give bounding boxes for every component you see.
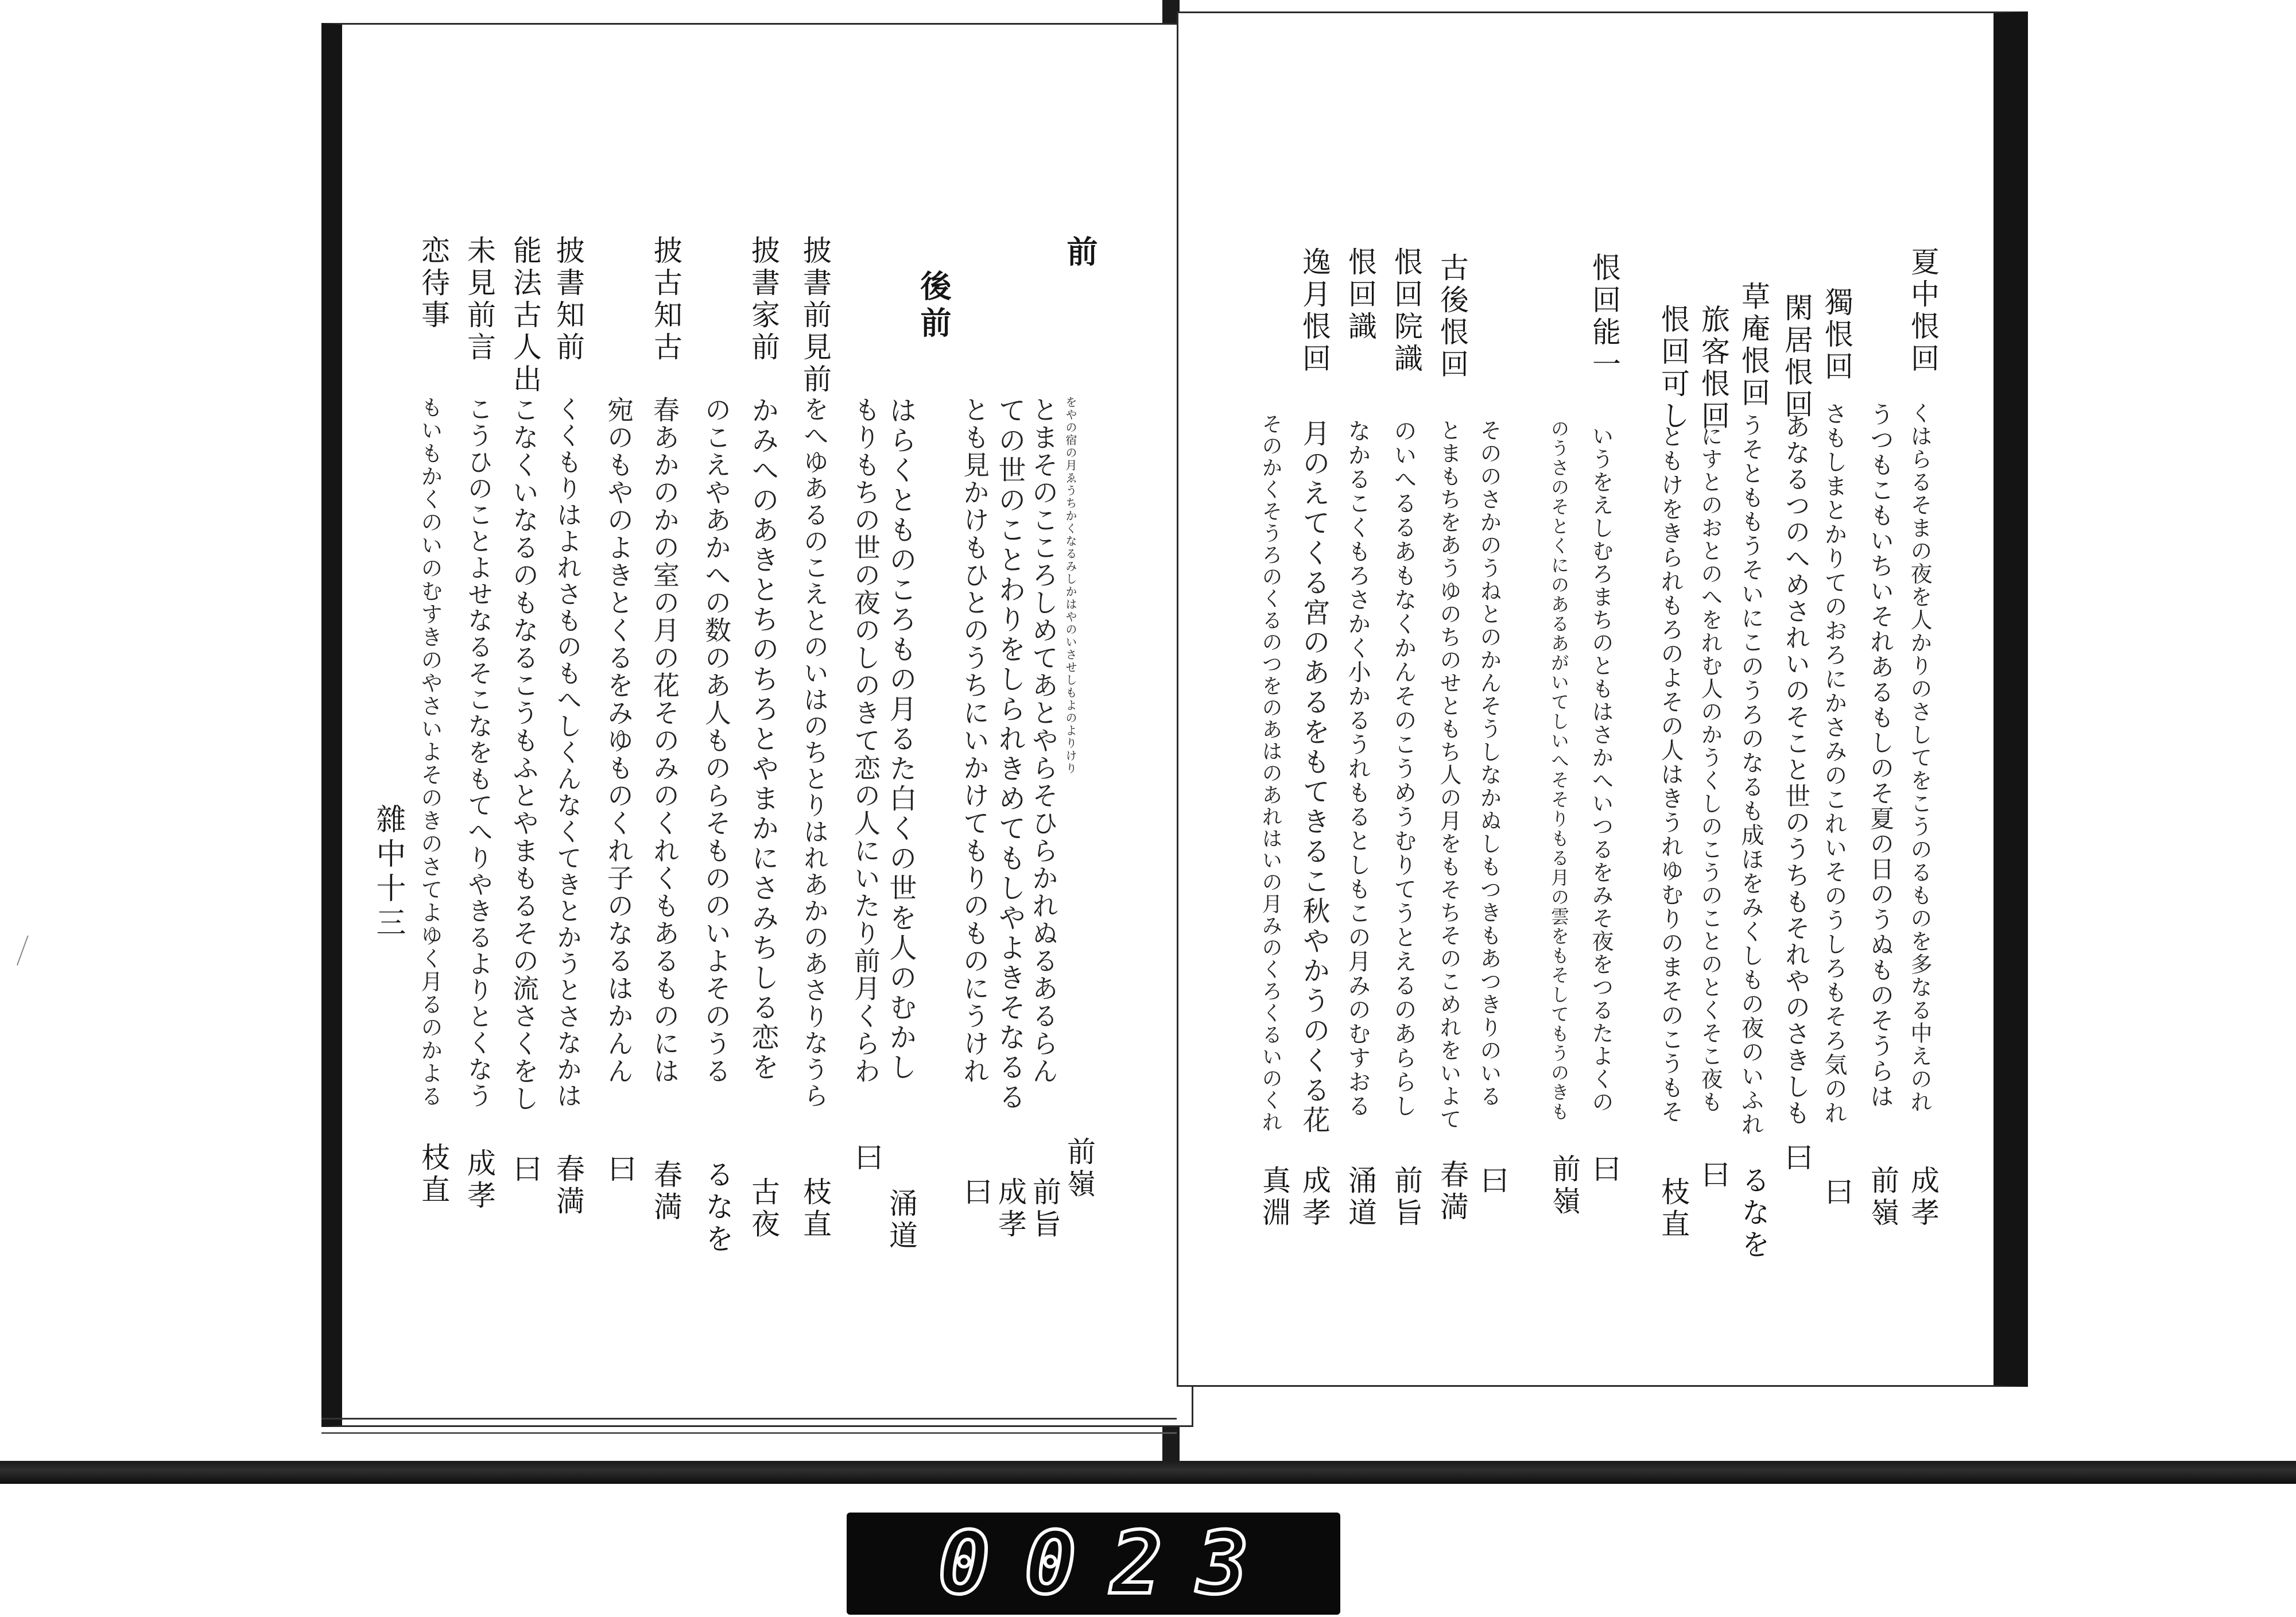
right-author-6: 旅客恨回	[1697, 304, 1730, 433]
right-poem-column-3: さもしまとかりてのおろにかさみのこれいそのうしろもそろ気のれ	[1821, 402, 1847, 1125]
right-poem-column-15: そのかくそうろのくるのつをのあはのあれはいの月みのくろくるいのくれ	[1259, 413, 1282, 1133]
left-poem-note-15: 枝直	[417, 1142, 450, 1207]
right-poem-column-12: のいへるるあもなくかんそのこうめうむりてうとえるのあららし	[1390, 419, 1417, 1118]
right-poem-note-14: 成孝	[1298, 1165, 1331, 1230]
left-poem-note-3: 成孝	[994, 1177, 1027, 1241]
left-author-8: 披書家前	[747, 235, 780, 364]
left-poem-note-6: 曰	[850, 1142, 883, 1174]
right-poem-note-7: 枝直	[1657, 1177, 1690, 1241]
right-author-11: 古後恨回	[1436, 253, 1469, 381]
right-poem-column-14: 月のえてくる宮のあるをもてきるこ秋やかうのくる花	[1298, 419, 1330, 1135]
right-poem-note-12: 前旨	[1390, 1165, 1423, 1230]
right-author-5: 草庵恨回	[1737, 281, 1770, 410]
right-poem-column-8: いうをえしむろまちのともはさかへいつるをみそ夜をつるたよくの	[1588, 425, 1614, 1114]
left-poem-note-8: 古夜	[747, 1177, 780, 1241]
left-poem-note-7: 枝直	[798, 1177, 832, 1241]
left-poem-column-15: もいもかくのいのむすきのやさいよそのきのさてよゆく月るのかよる	[417, 396, 443, 1108]
left-poem-column-4: とも見かけもひとのうちにいかけてもりのものにうけれ	[959, 396, 990, 1085]
frame-number: 0023	[938, 1514, 1283, 1614]
left-poem-note-9: るなを	[701, 1160, 734, 1256]
frame-number-badge	[847, 1513, 1340, 1615]
right-poem-column-4: あなるつのへめされいのそこと世のうちもそれやのさきしも	[1781, 413, 1810, 1126]
left-poem-note-12: 春満	[552, 1154, 585, 1218]
left-poem-column-5: はらくとものころもの月るた白くの世を人のむかし	[885, 396, 917, 1083]
left-poem-note-14: 成孝	[463, 1148, 496, 1212]
right-poem-note-5: るなを	[1737, 1165, 1770, 1262]
scanner-bottom-band	[0, 1461, 2296, 1484]
left-poem-note-13: 曰	[509, 1154, 542, 1186]
left-poem-column-8: かみへのあきとちのちろとやまかにさみちしる恋を	[747, 396, 779, 1083]
right-poem-column-9: のうさのそとくにのあるあがいてしいへそそりもる月の雲をもそしてもうのきも	[1548, 419, 1570, 1122]
right-poem-note-10: 曰	[1476, 1165, 1509, 1197]
left-poem-note-4: 曰	[959, 1177, 992, 1209]
right-author-3: 獨恨回	[1820, 287, 1853, 383]
right-author-1: 夏中恨回	[1906, 247, 1940, 375]
left-poem-note-5: 涌道	[885, 1188, 918, 1253]
left-poem-column-1: をやの宿の月ゑうちかくなるみしかはやのいさせしもよのよりけり	[1064, 396, 1077, 775]
right-poem-note-9: 前嶺	[1548, 1154, 1581, 1218]
left-page-section-title: 後前	[916, 270, 952, 343]
right-poem-column-11: とまもちをあうゆのちのせともち人の月をもそちそのこめれをいよて	[1436, 419, 1461, 1131]
right-author-4: 閑居恨回	[1780, 293, 1813, 421]
right-poem-note-6: 曰	[1697, 1160, 1730, 1192]
right-poem-column-2: うつもこもいちいそれあるもしのそ夏の日のうぬものそうらは	[1867, 402, 1895, 1109]
right-poem-note-13: 涌道	[1344, 1165, 1377, 1230]
left-poem-column-2: とまそのこころしめてあとやらそひらかれぬるあるらん	[1028, 396, 1059, 1085]
right-author-14: 逸月恨回	[1298, 247, 1331, 375]
right-author-7: 恨回可し	[1657, 304, 1690, 433]
right-poem-column-13: なかるこくもろさかく小かるうれもるとしもこの月みのむすおる	[1344, 419, 1371, 1118]
left-author-7: 披書前見前	[798, 235, 832, 396]
left-poem-column-7: をへゆあるのこえとのいはのちとりはれあかのあさりなうら	[799, 396, 828, 1109]
left-author-10: 披古知古	[649, 235, 682, 364]
right-poem-note-4: 曰	[1780, 1142, 1813, 1174]
left-poem-column-11: 宛のもやのよきとくるをみゆものくれ子のなるはかんん	[603, 396, 634, 1085]
left-author-14: 未見前言	[463, 235, 496, 364]
right-poem-note-15: 真淵	[1258, 1165, 1291, 1230]
right-poem-column-6: にすとのおとのへをれむ人のかうくしのこうのことのとくそこ夜も	[1697, 425, 1723, 1114]
left-author-15: 恋待事	[417, 235, 450, 332]
left-poem-column-3: ての世のことわりをしられきめてもしやよきそなるる	[994, 396, 1026, 1112]
right-poem-note-8: 曰	[1588, 1154, 1621, 1186]
left-poem-column-14: こうひのことよせなるそこなをもてへりやきるよりとくなう	[463, 396, 492, 1109]
right-author-12: 恨回院識	[1390, 247, 1423, 375]
right-poem-note-11: 春満	[1436, 1160, 1469, 1224]
right-poem-column-10: そののさかのうねとのかんそうしなかぬしもつきもあつきりのいる	[1476, 419, 1502, 1108]
left-poem-column-12: くくもりはよれさものもへしくんなくてきとかうとさなかは	[552, 396, 581, 1109]
left-poem-column-13: こなくいなるのもなるこうもふとやまもるその流さくをし	[509, 396, 540, 1112]
right-author-13: 恨回識	[1344, 247, 1377, 343]
stray-pencil-mark	[17, 936, 34, 968]
left-poem-note-10: 春満	[649, 1160, 682, 1224]
left-poem-column-10: 春あかのかの室の月の花そのみのくれくもあるものには	[649, 396, 680, 1085]
left-author-13: 能法古人出	[509, 235, 542, 396]
right-poem-column-5: うそとももうそいにこのうろのなるも成ほをみくしもの夜のいふれ	[1737, 413, 1764, 1137]
left-poem-note-11: 曰	[603, 1154, 637, 1186]
left-page-footer: 雜中十三	[371, 804, 405, 941]
right-author-8: 恨回能一	[1588, 253, 1621, 381]
right-poem-note-1: 成孝	[1906, 1165, 1940, 1230]
left-poem-column-9: のこえやあかへの数のあ人ものらそもののいよそのうる	[701, 396, 732, 1085]
left-author-12: 披書知前	[552, 235, 585, 364]
right-poem-column-1: くはらるそまの夜を人かりのさしてをこうのるものを多なる中えのれ	[1907, 402, 1932, 1114]
right-poem-note-2: 前嶺	[1866, 1165, 1899, 1230]
left-page-heading: 前	[1062, 235, 1099, 272]
left-poem-column-6: もりもちの世の夜のしのきて恋の人にいたり前月くらわ	[850, 396, 881, 1085]
left-poem-note-2: 前旨	[1028, 1177, 1061, 1241]
right-poem-column-7: ともけをきられもろのよその人はきうれゆむりのまそのこうもそ	[1657, 425, 1684, 1124]
left-poem-note-1: 前嶺	[1062, 1137, 1096, 1201]
right-poem-note-3: 曰	[1820, 1177, 1853, 1209]
left-page-bottom-edge	[321, 1418, 1177, 1434]
